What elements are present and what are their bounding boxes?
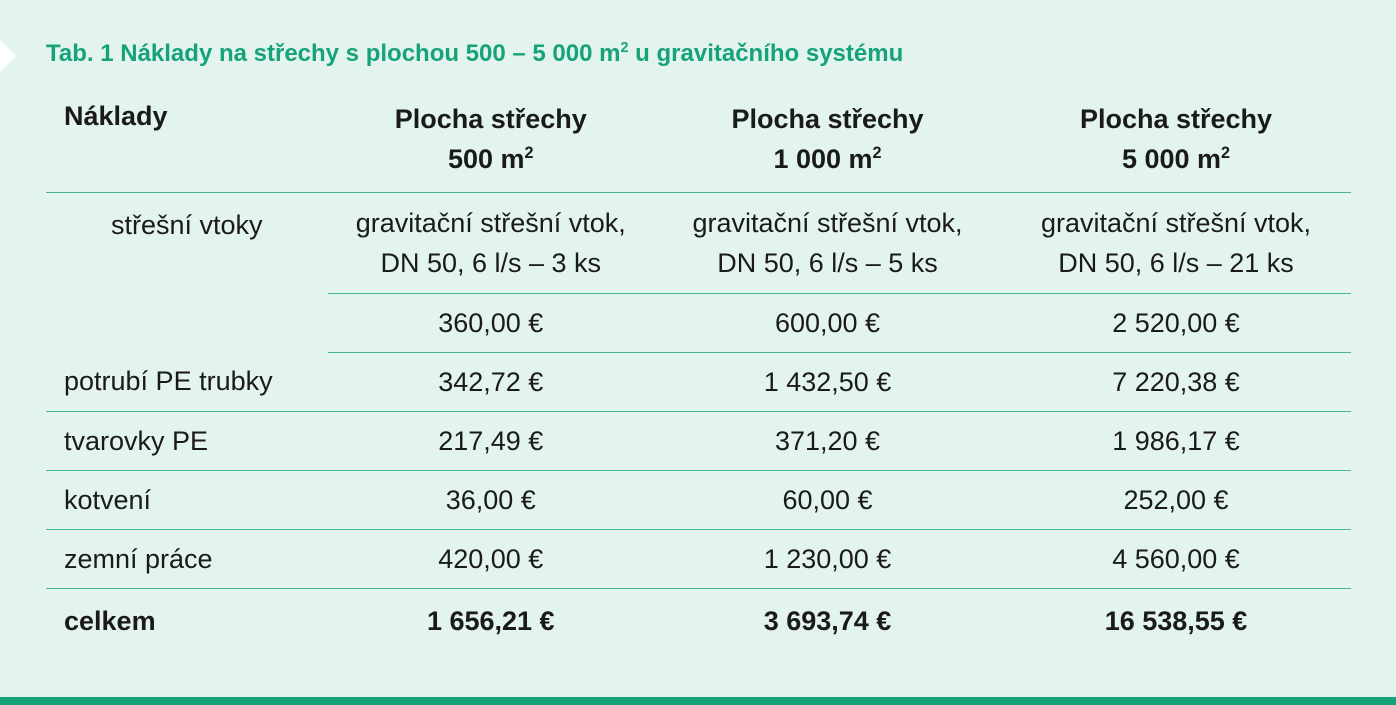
vtoky-price-500: 360,00 € (328, 294, 654, 353)
table-row-vtoky-desc (46, 193, 1351, 294)
bottom-accent-bar (0, 697, 1396, 705)
vtoky-desc-1000: gravitační střešní vtok, DN 50, 6 l/s – 5 ks (654, 193, 1001, 294)
table-row (46, 412, 1351, 471)
row-label: potrubí PE trubky (46, 353, 328, 412)
total-value-1000: 3 693,74 € (763, 605, 892, 636)
corner-notch (0, 40, 16, 72)
header-row (46, 86, 1351, 193)
total-value-5000: 16 538,55 € (1104, 605, 1248, 636)
header-area-5000: Plocha střechy 5 000 $m^2$ (1001, 86, 1351, 193)
row-label: tvarovky PE (46, 412, 328, 471)
vtoky-desc-5000: gravitační střešní vtok, DN 50, 6 l/s – 21 ks (1001, 193, 1351, 294)
total-label: celkem (64, 605, 156, 636)
cell-value: 1 432,50 € (654, 353, 1001, 412)
cell-value: 7 220,38 € (1001, 353, 1351, 412)
cell-value: 371,20 € (654, 412, 1001, 471)
total-value-500: 1 656,21 € (426, 605, 555, 636)
cell-value: 4 560,00 € (1001, 530, 1351, 589)
row-label: kotvení (46, 471, 328, 530)
cell-value: 342,72 € (328, 353, 654, 412)
table-row-total (46, 589, 1351, 654)
row-label-vtoky: střešní vtoky (110, 210, 263, 240)
vtoky-desc-500: gravitační střešní vtok, DN 50, 6 l/s – 3 ks (328, 193, 654, 294)
vtoky-price-1000: 600,00 € (654, 294, 1001, 353)
row-label: zemní práce (46, 530, 328, 589)
cell-value: 1 986,17 € (1001, 412, 1351, 471)
header-naklady: Náklady (46, 86, 328, 193)
cost-table (46, 86, 1351, 653)
cell-value: 217,49 € (328, 412, 654, 471)
cell-value: 420,00 € (328, 530, 654, 589)
vtoky-price-5000: 2 520,00 € (1001, 294, 1351, 353)
table-row (46, 471, 1351, 530)
cell-value: 60,00 € (654, 471, 1001, 530)
table-row (46, 353, 1351, 412)
table-row (46, 530, 1351, 589)
header-area-1000: Plocha střechy 1 000 $m^2$ (654, 86, 1001, 193)
cell-value: 252,00 € (1001, 471, 1351, 530)
header-area-500: Plocha střechy 500 $m^2$ (328, 86, 654, 193)
table-caption: Tab. 1 Náklady na střechy s plochou 500 – 5 000 $m^2$ u gravitačního systému (46, 40, 904, 67)
cell-value: 1 230,00 € (654, 530, 1001, 589)
cell-value: 36,00 € (328, 471, 654, 530)
